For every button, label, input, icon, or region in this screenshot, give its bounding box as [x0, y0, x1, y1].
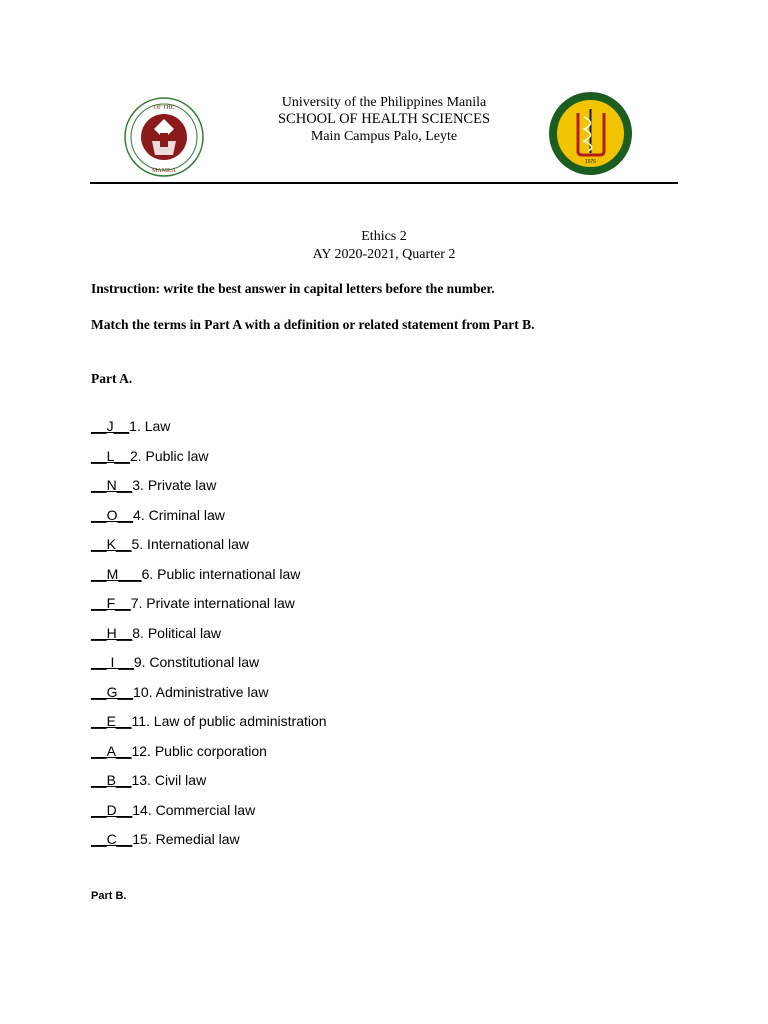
- item-label: 9. Constitutional law: [133, 654, 260, 670]
- course-title-block: [0, 228, 768, 264]
- school-of-health-sciences-seal-logo: [548, 91, 633, 176]
- list-item: [91, 447, 209, 465]
- answer-blank[interactable]: __N__: [91, 477, 133, 493]
- list-item: [91, 476, 216, 494]
- item-label: 15. Remedial law: [132, 831, 240, 847]
- list-item: [91, 565, 300, 583]
- answer-blank[interactable]: __ I __: [91, 654, 134, 670]
- item-label: 11. Law of public administration: [131, 713, 327, 729]
- part-b-heading: Part B.: [91, 890, 127, 902]
- list-item: [91, 683, 268, 701]
- svg-text:OF THE: OF THE: [153, 105, 175, 111]
- item-label: 3. Private law: [132, 477, 217, 493]
- item-label: 12. Public corporation: [131, 742, 267, 759]
- answer-blank[interactable]: __M___: [91, 565, 142, 582]
- item-label: 6. Public international law: [141, 565, 301, 582]
- svg-text:1976: 1976: [584, 159, 597, 165]
- university-name: University of the Philippines Manila: [281, 95, 487, 110]
- answer-blank[interactable]: __G__: [91, 683, 134, 700]
- item-label: 4. Criminal law: [133, 506, 225, 523]
- course-term: AY 2020-2021, Quarter 2: [312, 247, 456, 262]
- item-label: 13. Civil law: [131, 772, 207, 788]
- svg-text:MANILA: MANILA: [152, 168, 176, 174]
- list-item: [91, 712, 327, 730]
- answer-blank[interactable]: __A__: [91, 742, 132, 759]
- institution-header: [0, 94, 768, 145]
- item-label: 10. Administrative law: [133, 683, 269, 700]
- school-name: SCHOOL OF HEALTH SCIENCES: [277, 111, 491, 127]
- campus-name: Main Campus Palo, Leyte: [310, 129, 458, 144]
- list-item: [91, 801, 255, 819]
- item-label: 8. Political law: [132, 624, 221, 641]
- list-item: [91, 742, 267, 760]
- item-label: 5. International law: [131, 536, 250, 552]
- course-title: Ethics 2: [361, 229, 407, 244]
- list-item: [91, 417, 170, 435]
- header-divider: [90, 182, 678, 184]
- answer-blank[interactable]: __H__: [91, 624, 133, 641]
- answer-blank[interactable]: __D__: [91, 801, 133, 818]
- list-item: [91, 506, 225, 524]
- item-label: 2. Public law: [129, 447, 209, 464]
- answer-blank[interactable]: __E__: [91, 713, 132, 729]
- answer-blank[interactable]: __F__: [91, 595, 131, 611]
- answer-blank[interactable]: __L__: [91, 447, 130, 464]
- answer-blank[interactable]: __K__: [91, 536, 132, 552]
- answer-blank[interactable]: __B__: [91, 772, 132, 788]
- list-item: [91, 624, 221, 642]
- answer-blank[interactable]: __O__: [91, 506, 134, 523]
- instruction-text: Instruction: write the best answer in capital letters before the number.: [91, 281, 495, 296]
- list-item: [91, 830, 240, 848]
- item-label: 1. Law: [129, 418, 171, 434]
- part-a-heading: Part A.: [91, 371, 133, 386]
- item-label: 14. Commercial law: [132, 801, 256, 818]
- answer-blank[interactable]: __C__: [91, 831, 133, 847]
- list-item: [91, 535, 249, 553]
- list-item: [91, 653, 259, 671]
- match-instruction-text: Match the terms in Part A with a definition or related statement from Part B.: [91, 317, 535, 332]
- list-item: [91, 771, 206, 789]
- item-label: 7. Private international law: [130, 595, 295, 611]
- answer-blank[interactable]: __J__: [91, 418, 130, 434]
- list-item: [91, 594, 295, 612]
